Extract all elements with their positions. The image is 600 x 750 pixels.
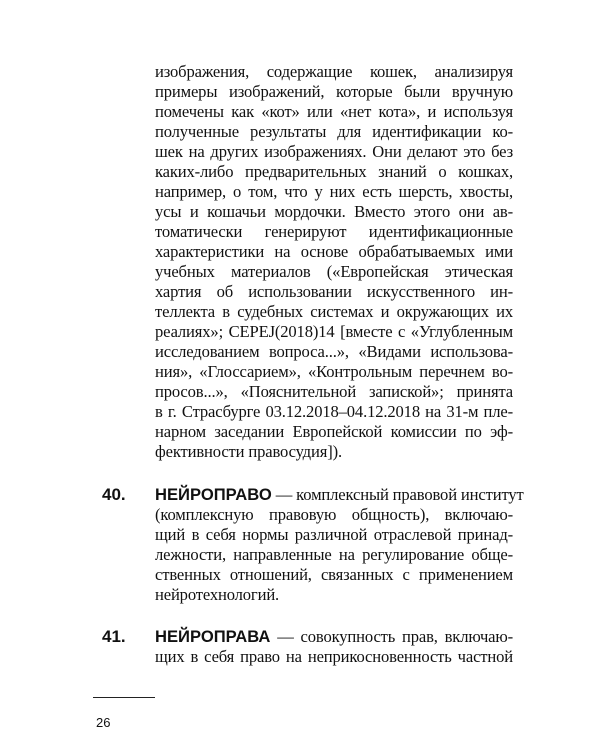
entry-line: нейротехнологий. (155, 585, 280, 604)
paragraph-line: просов...», «Пояснительной запиской»; принята (155, 382, 513, 401)
paragraph-line: шек на других изображениях. Они делают это без (155, 142, 513, 161)
paragraph-line: томатически генерируют идентификационные (155, 222, 513, 241)
paragraph-line: усы и кошачьи мордочки. Вместо этого они ав- (155, 202, 513, 221)
paragraph-line: в г. Страсбурге 03.12.2018–04.12.2018 на 31-м пле- (155, 402, 513, 421)
entry-first-line-text: — совокупность прав, включаю- (270, 627, 513, 646)
entry-line: щих в себя право на неприкосновенность частной (155, 647, 513, 666)
entry-first-line (155, 627, 513, 647)
paragraph-line: исследованием вопроса...», «Видами использова- (155, 342, 513, 361)
paragraph-line: помечены как «кот» или «нет кота», и используя (155, 102, 513, 121)
paragraph-line: учебных материалов («Европейская этическая (155, 262, 513, 281)
paragraph-line: фективности правосудия]). (155, 442, 342, 461)
entry-number: 41. (102, 627, 126, 646)
paragraph-line: примеры изображений, которые были вручную (155, 82, 513, 101)
entry-term: НЕЙРОПРАВО (155, 485, 272, 504)
paragraph-line: изображения, содержащие кошек, анализируя (155, 62, 513, 81)
entry-line: лежности, направленные на регулирование обще- (155, 545, 513, 564)
paragraph-line: например, о том, что у них есть шерсть, хвосты, (155, 182, 513, 201)
entry-first-line (155, 485, 524, 505)
paragraph-line: ния», «Глоссарием», «Контрольным перечнем во- (155, 362, 513, 381)
paragraph-line: нарном заседании Европейской комиссии по эф- (155, 422, 513, 441)
paragraph-line: полученные результаты для идентификации ко- (155, 122, 513, 141)
entry-number: 40. (102, 485, 126, 504)
paragraph-line: реалиях»; CEPEJ(2018)14 [вместе с «Углубленным (155, 322, 513, 341)
paragraph-line: характеристики на основе обрабатываемых ими (155, 242, 513, 261)
entry-term: НЕЙРОПРАВА (155, 627, 271, 646)
paragraph-line: каких-либо предварительных знаний о кошках, (155, 162, 513, 181)
paragraph-line: теллекта в судебных системах и окружающих их (155, 302, 513, 321)
footnote-divider (93, 697, 155, 698)
entry-line: (комплексную правовую общность), включаю- (155, 505, 513, 524)
page-number: 26 (96, 715, 111, 730)
entry-first-line-text: — комплексный правовой институт (271, 485, 524, 504)
paragraph-line: хартия об использовании искусственного ин- (155, 282, 513, 301)
entry-line: щий в себя нормы различной отраслевой принад- (155, 525, 513, 544)
entry-line: ственных отношений, связанных с применением (155, 565, 513, 584)
